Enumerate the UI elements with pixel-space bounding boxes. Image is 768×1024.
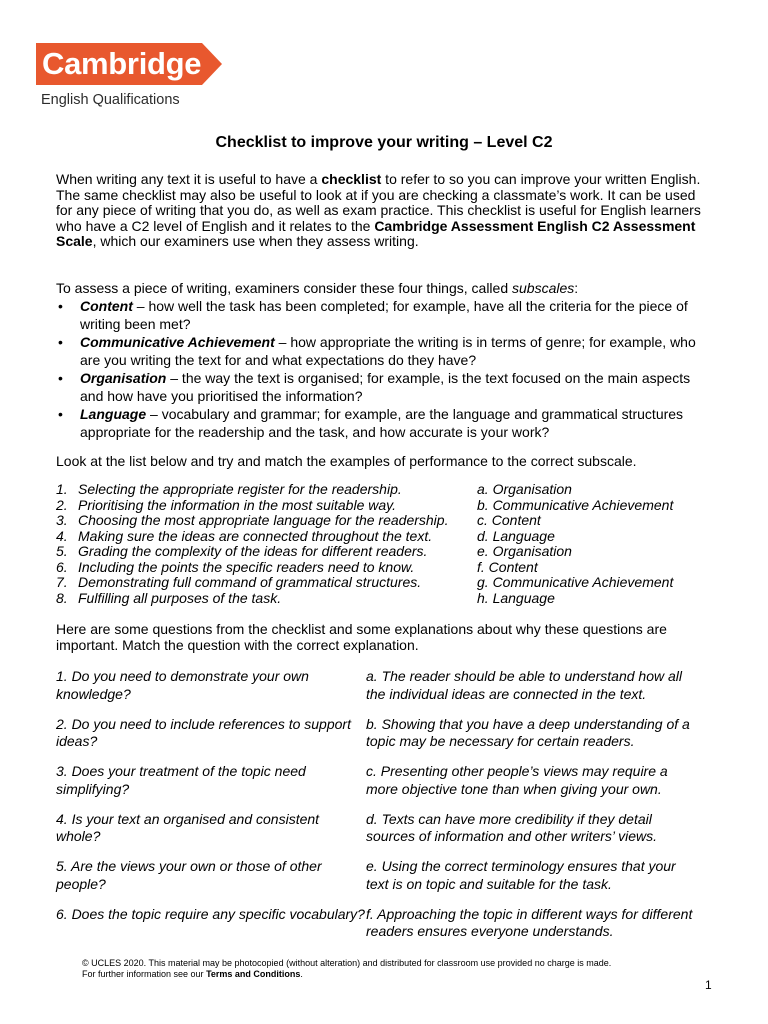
match-answer: d. Language [477, 527, 555, 544]
question-text: 1. Do you need to demonstrate your own knowledge? [56, 668, 309, 702]
match-answer: g. Communicative Achievement [477, 574, 674, 590]
match-number: 4. [56, 527, 68, 544]
match-row [56, 544, 716, 560]
subscale-item [56, 405, 706, 441]
match-example [56, 498, 477, 514]
match-answer: f. Content [477, 558, 538, 575]
qa-row [56, 858, 716, 906]
subscale-term: Content [80, 298, 133, 314]
match-row [56, 560, 716, 576]
match-answer: a. Organisation [477, 481, 572, 497]
match-example [56, 591, 477, 607]
logo-subtitle: English Qualifications [41, 92, 180, 108]
subscale-term: Organisation [80, 370, 167, 386]
question-text: 4. Is your text an organised and consistent whole? [56, 810, 320, 844]
subscale-item [56, 297, 706, 333]
footer [82, 958, 611, 980]
match-number: 6. [56, 558, 68, 575]
explanation-text: c. Presenting other people’s views may require a more objective tone than when giving your own. [366, 763, 668, 797]
match-text: Prioritising the information in the most suitable way. [78, 496, 396, 513]
intro-text: , which our examiners use when they assess writing. [92, 233, 419, 250]
bullet-icon: • [58, 334, 63, 350]
match-text: Choosing the most appropriate language for the readership. [78, 512, 449, 528]
match-text: Selecting the appropriate register for the readership. [78, 481, 402, 497]
subscale-description: – how appropriate the writing is in terms of genre; for example, who are you writing the text for and what expectations do they have? [80, 334, 696, 368]
match-example [56, 575, 477, 591]
match-number: 7. [56, 574, 68, 590]
explanation-text: d. Texts can have more credibility if they detail sources of information and other writers’ views. [366, 810, 658, 844]
subscales-intro-end: : [574, 280, 579, 296]
page-title: Checklist to improve your writing – Level C2 [215, 134, 553, 151]
explanation-text: a. The reader should be able to understand how all the individual ideas are connected in the text. [366, 668, 682, 702]
qa-row [56, 763, 716, 811]
cambridge-logo [36, 43, 226, 113]
intro-bold-text: checklist [321, 171, 382, 187]
subscale-description: – vocabulary and grammar; for example, are the language and grammatical structures appropriate for the readership and the task, and how accurate is your work? [80, 406, 684, 440]
match-number: 5. [56, 543, 68, 559]
match-answer: h. Language [477, 589, 555, 606]
bullet-icon: • [58, 298, 63, 314]
intro-text: When writing any text it is useful to have a [56, 171, 322, 187]
logo-brand: Cambridge [36, 43, 202, 85]
page-number: 1 [705, 978, 712, 992]
match-text: Making sure the ideas are connected throughout the text. [78, 527, 433, 544]
qa-row [56, 716, 716, 764]
match-text: Grading the complexity of the ideas for different readers. [78, 543, 428, 559]
intro-text: to refer to so you can improve your written English. The same checklist may also be useful to look at if you are checking a classmate’s work. It can be used for any piece of writing that you do, as well as exam practice. This checklist is useful for English learners who have a C2 level of English and it relates to the [56, 171, 701, 234]
question-text: 2. Do you need to include references to support ideas? [56, 715, 351, 749]
questions-intro: Here are some questions from the checklist and some explanations about why these questions are important. Match the question with the correct explanation. [56, 621, 667, 653]
match-list [56, 482, 716, 606]
footer-terms [82, 969, 611, 980]
qa-row [56, 906, 716, 954]
subscale-description: – how well the task has been completed; for example, have all the criteria for the piece of writing been met? [80, 298, 688, 332]
bullet-icon: • [58, 370, 63, 386]
match-text: Including the points the specific readers need to know. [78, 558, 415, 575]
subscale-term: Language [80, 406, 147, 422]
match-example [56, 529, 477, 545]
match-row [56, 591, 716, 607]
question-explanation-list [56, 668, 716, 953]
footer-terms-end: . [300, 969, 303, 979]
footer-copyright: © UCLES 2020. This material may be photocopied (without alteration) and distributed for classroom use provided no charge is made. [82, 958, 612, 968]
match-number: 2. [56, 496, 68, 513]
intro-paragraph [56, 172, 706, 250]
match-example [56, 544, 477, 560]
subscale-list [56, 297, 706, 441]
subscale-term: Communicative Achievement [80, 334, 275, 350]
subscale-item [56, 333, 706, 369]
match-example [56, 513, 477, 529]
subscales-intro [56, 281, 706, 297]
intro-bold-text: Cambridge Assessment English C2 Assessment Scale [56, 217, 696, 250]
match-answer: b. Communicative Achievement [477, 496, 674, 513]
match-example [56, 560, 477, 576]
footer-terms-pre: For further information see our [82, 969, 207, 979]
qa-row [56, 811, 716, 859]
match-text: Demonstrating full command of grammatical structures. [78, 574, 422, 590]
terms-link[interactable]: Terms and Conditions [206, 969, 301, 979]
match-intro: Look at the list below and try and match the examples of performance to the correct subscale. [56, 453, 637, 469]
question-text: 5. Are the views your own or those of other people? [56, 858, 322, 892]
subscale-description: – the way the text is organised; for example, is the text focused on the main aspects and how have you prioritised the information? [80, 370, 691, 404]
subscales-intro-text: To assess a piece of writing, examiners consider these four things, called [56, 280, 513, 296]
question-text: 6. Does the topic require any specific vocabulary? [56, 905, 365, 922]
explanation-text: b. Showing that you have a deep understanding of a topic may be necessary for certain readers. [366, 715, 690, 749]
match-row [56, 529, 716, 545]
bullet-icon: • [58, 406, 63, 422]
match-example [56, 482, 477, 498]
match-row [56, 513, 716, 529]
question-text: 3. Does your treatment of the topic need simplifying? [56, 763, 306, 797]
match-row [56, 482, 716, 498]
subscales-intro-emph: subscales [512, 280, 575, 296]
match-text: Fulfilling all purposes of the task. [78, 589, 282, 606]
match-answer: c. Content [477, 512, 541, 528]
explanation-text: e. Using the correct terminology ensures that your text is on topic and suitable for the task. [366, 858, 676, 892]
match-number: 8. [56, 589, 68, 606]
match-row [56, 498, 716, 514]
logo-arrow-shape [202, 43, 222, 85]
subscale-item [56, 369, 706, 405]
match-number: 1. [56, 481, 68, 497]
match-number: 3. [56, 512, 68, 528]
explanation-text: f. Approaching the topic in different ways for different readers ensures everyone understands. [366, 905, 693, 939]
qa-row [56, 668, 716, 716]
match-answer: e. Organisation [477, 543, 572, 559]
match-row [56, 575, 716, 591]
